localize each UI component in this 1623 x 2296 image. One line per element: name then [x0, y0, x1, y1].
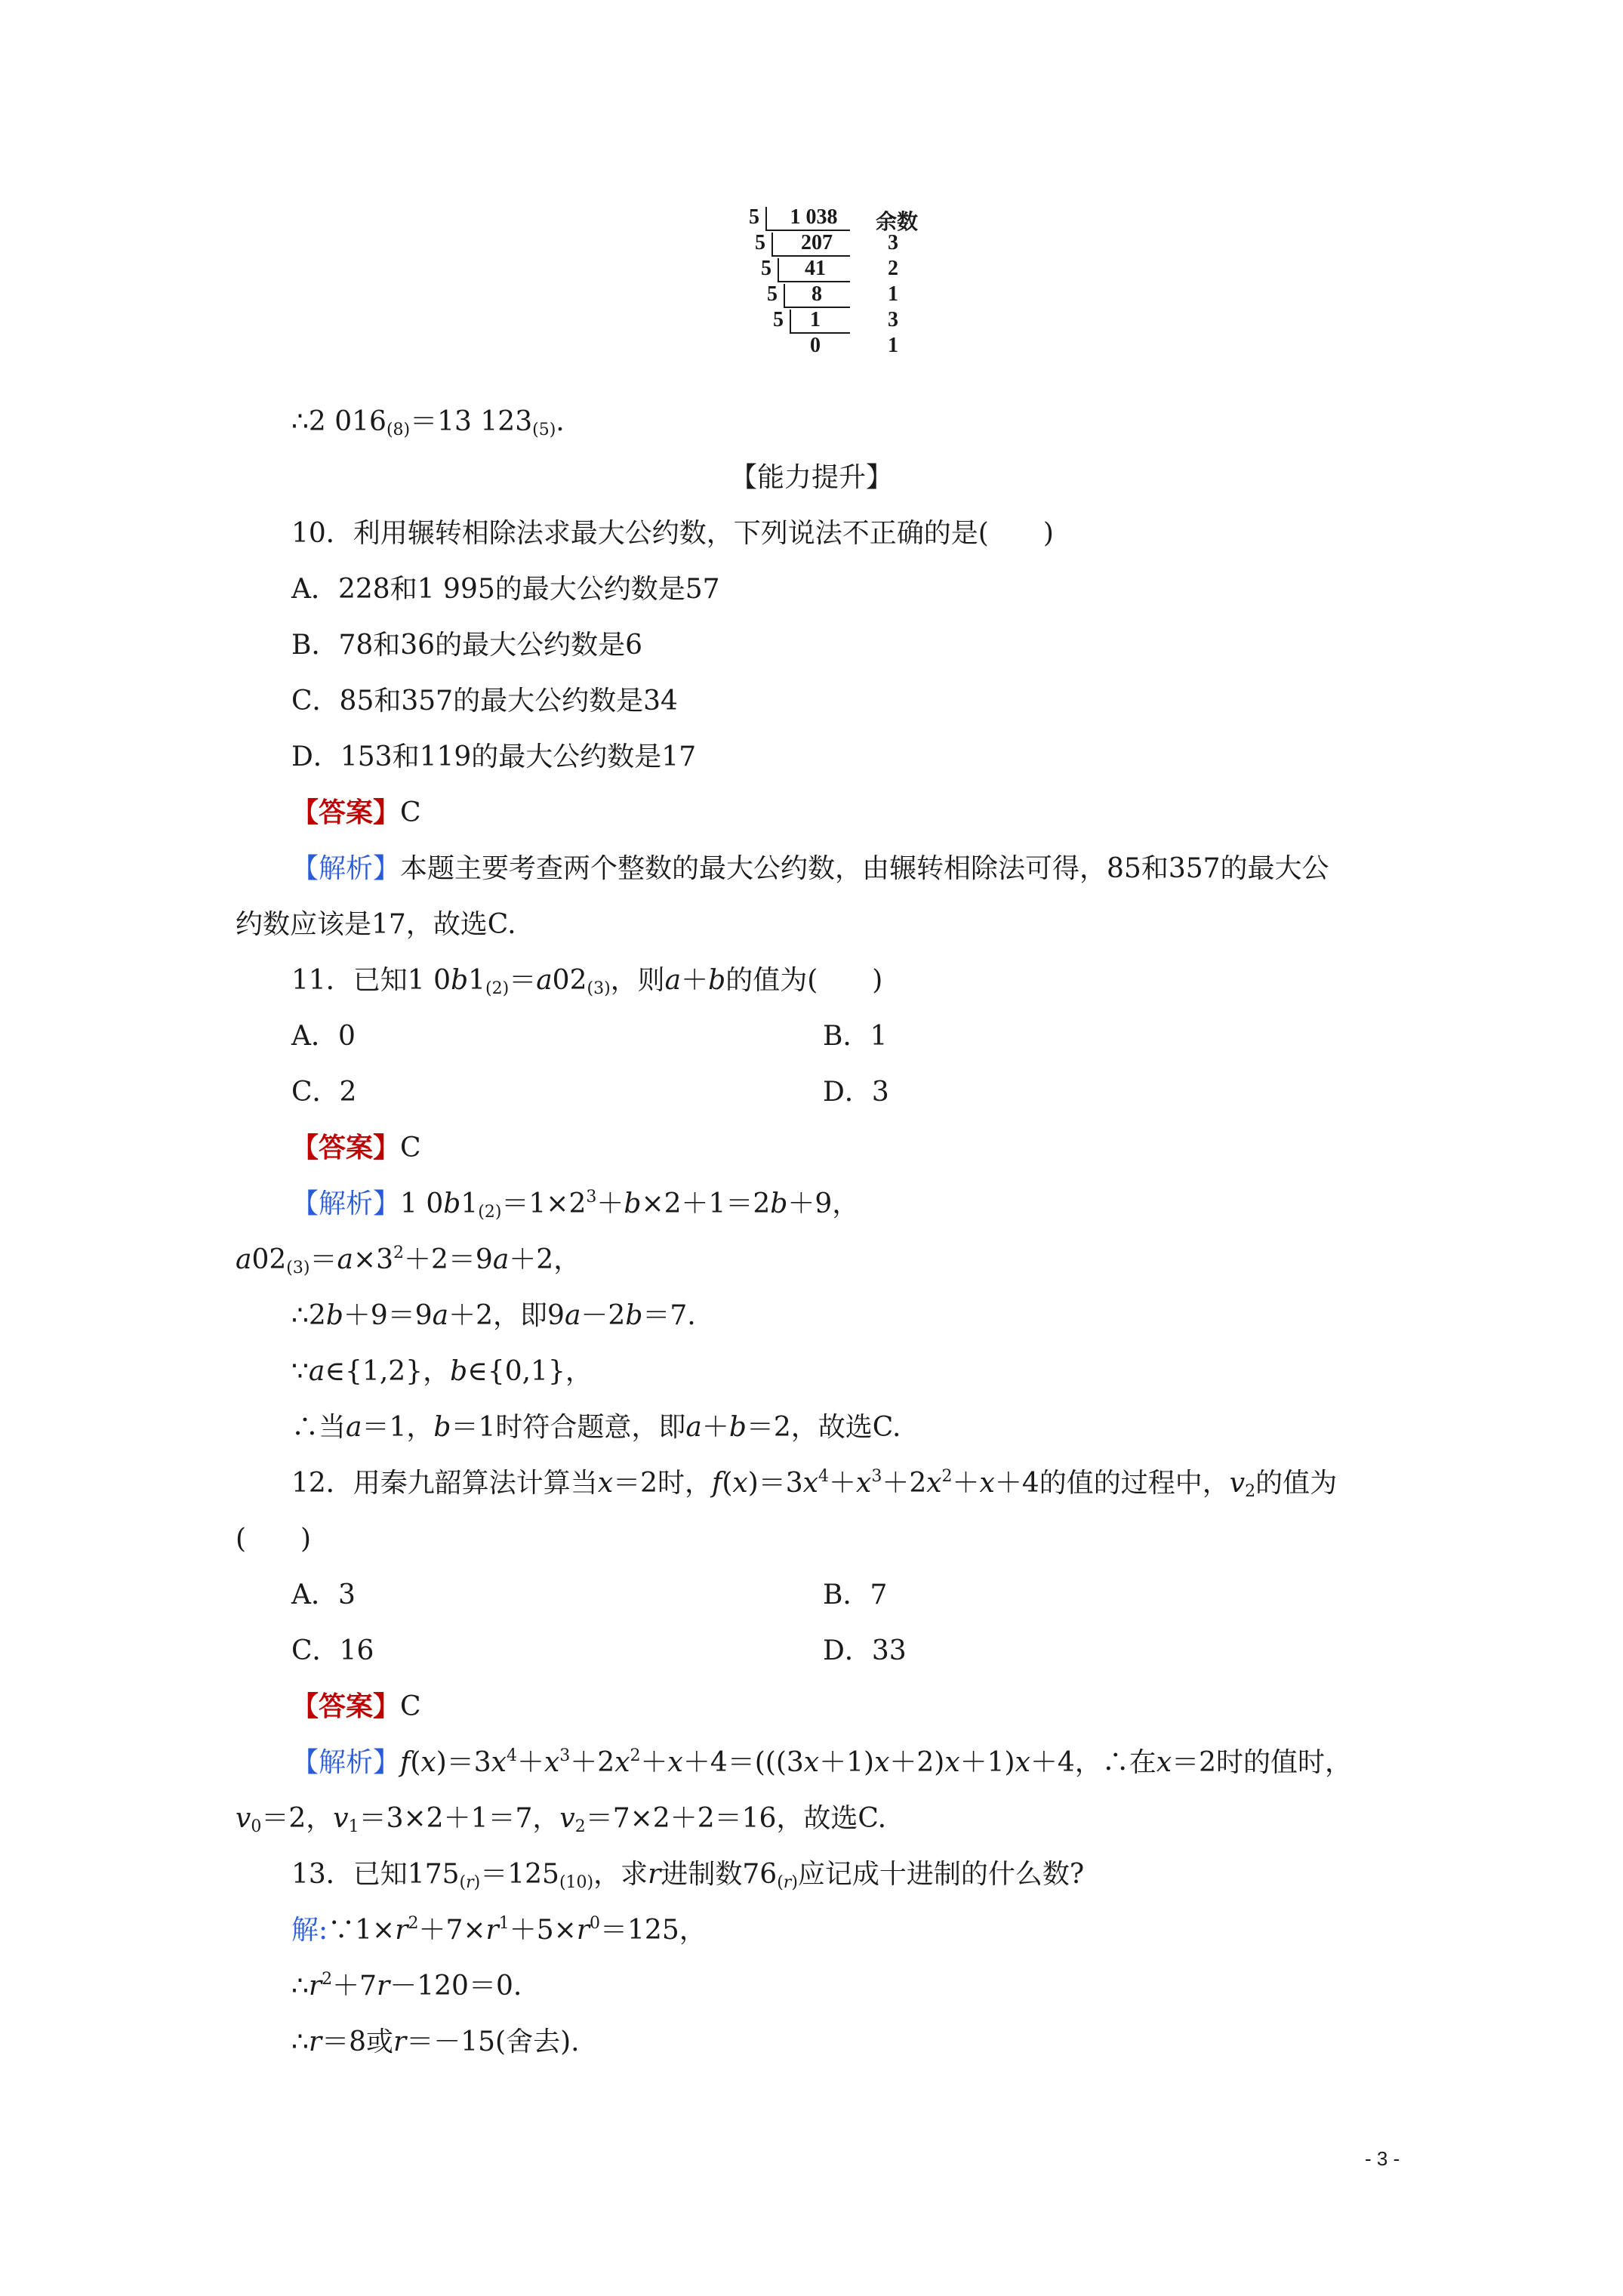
quotient: 0	[810, 334, 821, 357]
q11-analysis-line5: ∴当a＝1，b＝1时符合题意，即a＋b＝2，故选C.	[291, 1412, 901, 1443]
q12-option-a: A．3	[291, 1579, 356, 1610]
q12-option-b: B．7	[823, 1579, 888, 1610]
ladder-vbar	[771, 233, 773, 255]
q11-option-d: D．3	[823, 1077, 889, 1108]
q10-option-c: C．85和357的最大公约数是34	[291, 686, 678, 717]
q10-answer: 【答案】C	[291, 797, 421, 828]
remainder: 3	[888, 231, 898, 254]
q12-stem-line2: ( )	[236, 1524, 312, 1555]
q12-stem-line1: 12．用秦九韶算法计算当x＝2时，$f(x)=3x^4+x^3+2x^2+x+4$的值的过程中，$v_2$的值为	[291, 1467, 1338, 1501]
quotient: 41	[805, 257, 826, 280]
q13-solution-line1: 解$:\because 1\times r^2+7\times r^1+5\times r^0=125$，	[291, 1914, 707, 1946]
divisor: 5	[749, 205, 759, 229]
q12-answer: 【答案】C	[291, 1690, 421, 1722]
divisor: 5	[761, 257, 771, 280]
remainder: 1	[888, 282, 898, 306]
quotient: 8	[812, 282, 822, 306]
q11-option-c: C．2	[291, 1077, 357, 1108]
page-number: - 3 -	[1365, 2147, 1400, 2170]
q10-option-b: B．78和36的最大公约数是6	[291, 630, 642, 661]
q12-option-d: D．33	[823, 1635, 907, 1666]
q11-analysis-line4: ∵a∈{1,2}，b∈{0,1}，	[291, 1356, 593, 1387]
q11-option-b: B．1	[823, 1021, 888, 1052]
remainder: 3	[888, 308, 898, 331]
q12-option-c: C．16	[291, 1635, 374, 1666]
ladder-vbar	[784, 284, 785, 307]
ladder-vbar	[765, 207, 767, 230]
remainder: 1	[888, 334, 898, 357]
divisor: 5	[773, 308, 784, 331]
q10-analysis-line1: 【解析】本题主要考查两个整数的最大公约数，由辗转相除法可得，85和357的最大公	[291, 853, 1329, 884]
quotient: 207	[801, 231, 833, 254]
q13-solution-line3: ∴r＝8或r＝－15(舍去).	[291, 2026, 580, 2057]
q10-analysis-line2: 约数应该是17，故选C.	[236, 909, 516, 940]
section-title: 【能力提升】	[729, 462, 893, 493]
divisor: 5	[755, 231, 765, 254]
previous-conclusion: ∴2 $016_{(8)}=13$ $123_{(5)}$.	[291, 406, 565, 439]
remainder-header: 余数	[876, 211, 919, 234]
quotient: 1	[810, 308, 821, 331]
divisor: 5	[767, 282, 778, 306]
q11-answer: 【答案】C	[291, 1132, 421, 1163]
q11-analysis-line3: ∴2b＋9＝9a＋2，即9a－2b＝7.	[291, 1300, 696, 1331]
q11-analysis-line2: $a02_{(3)}=a\times 3^2+2=9a+2$，	[236, 1244, 581, 1277]
quotient: 1 038	[790, 205, 838, 229]
q10-stem: 10．利用辗转相除法求最大公约数，下列说法不正确的是( )	[291, 518, 1054, 549]
q11-stem: 11．已知1 $0b1_{(2)}=a02_{(3)}$，则a＋b的值为( )	[291, 965, 883, 998]
q11-analysis-line1: 【解析】1 $0b1_{(2)}=1\times 2^3+b\times 2+1=2b+9$，	[291, 1188, 860, 1222]
q10-option-a: A．228和1 995的最大公约数是57	[291, 574, 720, 605]
q12-analysis-line2: $v_0=2$，$v_1=3\times 2+1=7$，$v_2=7\times 2+2=16$，故选C.	[236, 1803, 887, 1836]
ladder-vbar	[778, 258, 779, 281]
q10-option-d: D．153和119的最大公约数是17	[291, 741, 697, 772]
q12-analysis-line1: 【解析】$f(x)=3x^4+x^3+2x^2+x+4=(((3x+1)x+2)x+1)x+4$，∴在x＝2时的值时，	[291, 1746, 1353, 1778]
q13-stem: 13．已知$175_{(r)}=125_{(10)}$，求r进制数$76_{(r)}$应记成十进制的什么数?	[291, 1859, 1085, 1892]
remainder: 2	[888, 257, 898, 280]
base-conversion-ladder	[747, 205, 936, 379]
q13-solution-line2: $\therefore r^2+7r-120=0$.	[291, 1970, 522, 2002]
q11-option-a: A．0	[291, 1021, 356, 1052]
